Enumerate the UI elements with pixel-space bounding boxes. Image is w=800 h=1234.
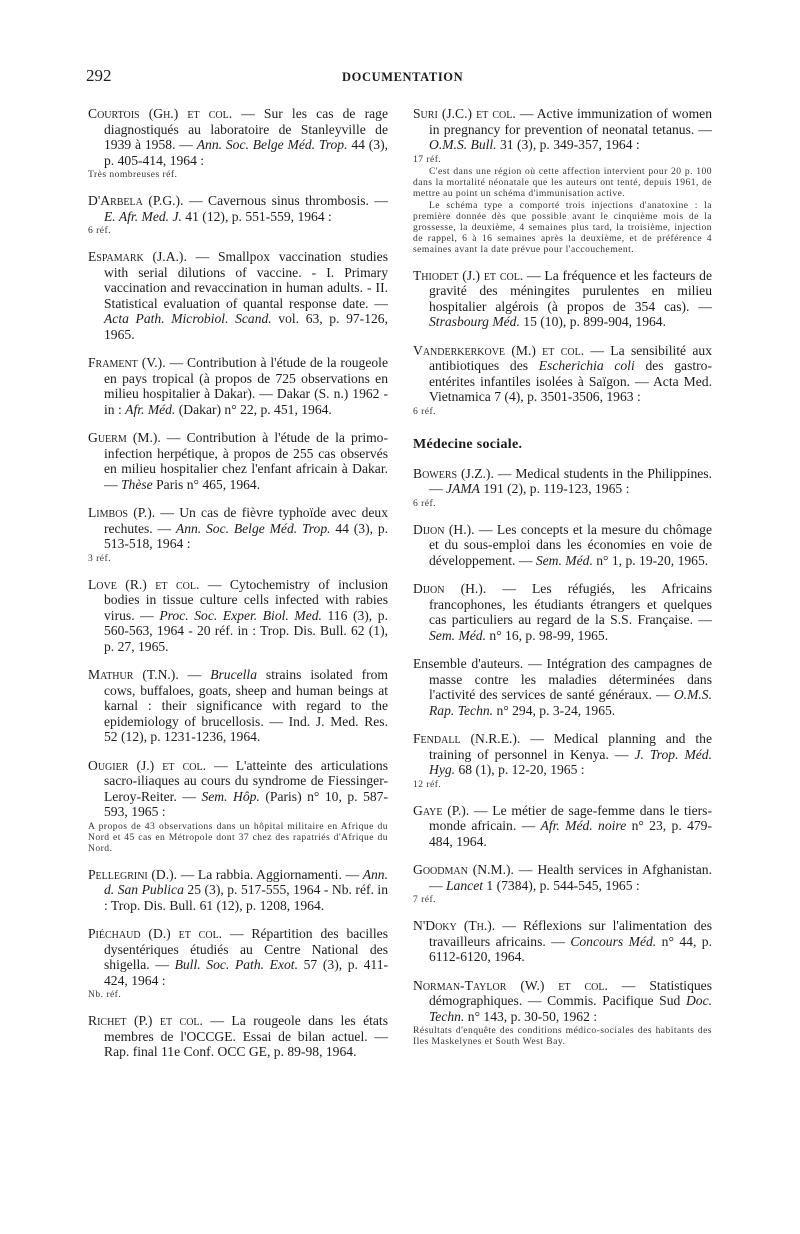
- entry-text: — Le métier de sage-femme dans le tiers-monde africain. —: [429, 802, 712, 833]
- entry-abstract: C'est dans une région où cette affection intervient pour 20 p. 100 dans la mortalité néonatale que les auteurs ont tenté, depuis 1961, de mettre au point un schéma d'immunisation active.: [413, 165, 712, 199]
- entry-text: — Les réfugiés, les Africains francophones, les étudiants étrangers et quelques cas particuliers au regard de la S.S. Française. —: [429, 581, 712, 627]
- bibliography-entry: [88, 1013, 388, 1060]
- entry-note: 3 réf.: [88, 552, 111, 564]
- entry-author: Ougier (J.) et col.: [88, 757, 206, 773]
- entry-text: 68 (1), p. 12-20, 1965 :: [455, 762, 585, 777]
- entry-note: 6 réf.: [413, 497, 436, 509]
- entry-text: — Active immunization of women in pregnancy for prevention of neonatal tetanus. —: [429, 106, 712, 137]
- entry-text: n° 16, p. 98-99, 1965.: [486, 627, 609, 643]
- entry-note: 7 réf.: [413, 894, 436, 905]
- entry-author: Suri (J.C.) et col.: [413, 106, 516, 121]
- bibliography-entry: [413, 268, 712, 330]
- entry-text: — Cytochemistry of inclusion bodies in tissue culture cells infected with rabies virus. —: [104, 576, 388, 623]
- entry-author: Espamark (J.A.).: [88, 249, 187, 264]
- entry-note: 17 réf.: [413, 153, 442, 165]
- entry-journal: E. Afr. Med. J.: [104, 208, 182, 224]
- entry-journal: Sem. Hôp.: [201, 788, 260, 804]
- entry-text: — Contribution à l'étude de la primo-infection herpétique, à propos de 255 cas observés en milieu hospitalier chez l'enfant africain à Dakar. —: [104, 430, 388, 492]
- bibliography-entry: [413, 343, 712, 417]
- section-title: Médecine sociale.: [413, 436, 523, 452]
- entry-note: 6 réf.: [413, 405, 436, 417]
- bibliography-entry: [88, 505, 388, 564]
- bibliography-entry: [413, 581, 712, 643]
- bibliography-entry: [88, 577, 388, 655]
- entry-text: 57 (3), p. 411-424, 1964 :: [104, 957, 389, 988]
- left-column: [88, 106, 388, 1073]
- bibliography-entry: [88, 355, 388, 417]
- entry-author: Bowers (J.Z.).: [413, 465, 494, 481]
- right-column: [413, 106, 712, 1060]
- entry-journal: Sem. Méd.: [429, 627, 486, 643]
- entry-journal: Strasbourg Méd.: [429, 314, 520, 329]
- entry-author: Richet (P.) et col.: [88, 1013, 203, 1028]
- entry-text: n° 294, p. 3-24, 1965.: [493, 702, 616, 718]
- entry-text: strains isolated from cows, buffaloes, goats, sheep and human beings at karnal : their significance with regard to the epidemiology of brucellosis. — Ind. J. Med. Res. 52 (12), p. 1231-1236, 1964.: [104, 667, 388, 744]
- entry-journal: Ann. Soc. Belge Méd. Trop.: [175, 520, 331, 536]
- bibliography-entry: [413, 731, 712, 790]
- entry-text: (Dakar) n° 22, p. 451, 1964.: [175, 401, 332, 417]
- entry-text: — Contribution à l'étude de la rougeole en pays tropical (à propos de 725 observations en milieu hospitalier à Dakar). — Dakar (S. n.) 1962 - in :: [104, 355, 388, 417]
- entry-text: — Statistiques démographiques. — Commis. Pacifique Sud: [429, 977, 713, 1008]
- entry-author: Guerm (M.).: [88, 430, 161, 445]
- bibliography-entry: [88, 193, 388, 236]
- entry-journal: Doc. Techn.: [429, 993, 712, 1024]
- entry-text: des gastro-entérites infantiles isolées à Saïgon. — Acta Med. Vietnamica 7 (4), p. 3501-3506, 1963 :: [429, 358, 712, 404]
- entry-text: — L'atteinte des articulations sacro-iliaques au cours du syndrome de Fiessinger-Leroy-Reiter. —: [104, 757, 388, 804]
- entry-text: —: [178, 667, 211, 682]
- entry-text: 25 (3), p. 517-555, 1964 - Nb. réf. in : Trop. Dis. Bull. 61 (12), p. 1208, 1964.: [104, 882, 388, 913]
- entry-author: Fendall (N.R.E.).: [413, 731, 521, 746]
- right-column-top: [413, 106, 712, 417]
- entry-text: n° 44, p. 6112-6120, 1964.: [429, 933, 712, 964]
- entry-text: — Les concepts et la mesure du chômage et du sous-emploi dans les économies en voie de développement. —: [429, 521, 712, 568]
- entry-journal: Concours Méd.: [570, 933, 657, 949]
- entry-author: Limbos (P.).: [88, 505, 156, 520]
- entry-journal: Sem. Méd.: [535, 552, 593, 568]
- entry-abstract: Le schéma type a comporté trois injections d'anatoxine : la première donnée dès que possible avant le cinquième mois de la grossesse, la deuxième, 4 semaines plus tard, la troisième, injection de rappel, 6 à 16 semaines après la deuxième, et de préférence 4 semaines avant la date prévue pour l'accouchement.: [413, 199, 712, 255]
- entry-journal: Lancet: [446, 877, 483, 893]
- entry-text: 44 (3), p. 513-518, 1964 :: [104, 520, 389, 551]
- entry-text: n° 23, p. 479-484, 1964.: [429, 818, 712, 849]
- entry-author: D'Arbela (P.G.).: [88, 193, 184, 208]
- entry-text: — La rabbia. Aggiornamenti. —: [177, 866, 363, 882]
- bibliography-entry: [88, 867, 388, 914]
- entry-text: — La sensibilité aux antibiotiques des: [429, 342, 713, 373]
- entry-author: Dijon (H.).: [413, 581, 487, 596]
- entry-journal: J. Trop. Méd. Hyg.: [429, 746, 713, 777]
- entry-author: Mathur (T.N.).: [88, 667, 179, 682]
- entry-journal: Ann. d. San Publica: [104, 866, 388, 897]
- bibliography-entry: [413, 656, 712, 718]
- entry-text: Paris n° 465, 1964.: [152, 476, 261, 492]
- bibliography-entry: [413, 862, 712, 905]
- entry-journal: Afr. Méd.: [125, 401, 176, 417]
- bibliography-entry: [413, 918, 712, 965]
- entry-author: Frament (V.).: [88, 355, 166, 370]
- entry-note: Résultats d'enquête des conditions médico-sociales des habitants des Iles Maskelynes et South West Bay.: [413, 1025, 712, 1047]
- entry-text: — Répartition des bacilles dysentériques étudiés au Centre National des shigella. —: [104, 926, 388, 972]
- entry-journal: O.M.S. Bull.: [429, 137, 497, 152]
- entry-journal: Acta Path. Microbiol. Scand.: [104, 311, 272, 326]
- entry-journal: Proc. Soc. Exper. Biol. Med.: [159, 607, 322, 623]
- entry-journal: O.M.S. Rap. Techn.: [429, 687, 712, 718]
- entry-note: A propos de 43 observations dans un hôpital militaire en Afrique du Nord et 45 cas en Métropole dont 37 chez des rapatriés d'Afrique du Nord.: [88, 820, 388, 854]
- entry-text: — Smallpox vaccination studies with serial dilutions of vaccine. - I. Primary vaccination and revaccination in human adults. - II. Statistical evaluation of quantal response date. —: [104, 249, 388, 311]
- entry-author: Goodman (N.M.).: [413, 862, 514, 877]
- entry-text: Ensemble d'auteurs. — Intégration des campagnes de masse contre les maladies déterminées dans l'activité des services de santé généraux. —: [413, 656, 712, 702]
- entry-text: 116 (3), p. 560-563, 1964 - 20 réf. in : Trop. Dis. Bull. 62 (1), p. 27, 1965.: [104, 607, 388, 654]
- right-column-bottom: [413, 466, 712, 1048]
- entry-text: (Paris) n° 10, p. 587-593, 1965 :: [104, 788, 388, 819]
- entry-author: Piéchaud (D.) et col.: [88, 926, 223, 941]
- entry-note: Nb. réf.: [88, 989, 122, 1000]
- bibliography-entry: [88, 106, 388, 180]
- entry-journal: Bull. Soc. Path. Exot.: [174, 957, 298, 972]
- entry-journal: Afr. Méd. noire: [540, 818, 627, 833]
- bibliography-entry: [88, 667, 388, 745]
- entry-text: vol. 63, p. 97-126, 1965.: [104, 311, 389, 342]
- entry-text: — Medical planning and the training of personnel in Kenya. —: [429, 731, 712, 762]
- entry-journal: Escherichia coli: [538, 358, 635, 373]
- entry-text: 31 (3), p. 349-357, 1964 :: [496, 137, 640, 152]
- running-head: DOCUMENTATION: [342, 70, 464, 84]
- entry-journal: Ann. Soc. Belge Méd. Trop.: [196, 137, 348, 152]
- entry-note: 12 réf.: [413, 778, 442, 790]
- entry-author: Dijon (H.).: [413, 521, 475, 537]
- entry-author: Courtois (Gh.) et col.: [88, 106, 233, 121]
- entry-text: 44 (3), p. 405-414, 1964 :: [104, 137, 389, 168]
- bibliography-entry: [413, 466, 712, 509]
- entry-author: Love (R.) et col.: [88, 576, 200, 592]
- entry-text: — Réflexions sur l'alimentation des travailleurs africains. —: [429, 918, 712, 949]
- bibliography-entry: [413, 522, 712, 569]
- entry-note: 6 réf.: [88, 225, 111, 236]
- entry-text: — Health services in Afghanistan. —: [429, 862, 712, 893]
- bibliography-entry: [413, 803, 712, 850]
- entry-journal: JAMA: [446, 481, 480, 496]
- entry-author: Vanderkerkove (M.) et col.: [413, 342, 585, 358]
- bibliography-entry: [413, 978, 712, 1048]
- entry-author: Thiodet (J.) et col.: [413, 267, 524, 283]
- entry-author: Norman-Taylor (W.) et col.: [413, 977, 608, 993]
- entry-text: 1 (7384), p. 544-545, 1965 :: [483, 877, 640, 893]
- bibliography-entry: [88, 758, 388, 854]
- entry-journal: Thèse: [121, 476, 153, 492]
- entry-text: 41 (12), p. 551-559, 1964 :: [181, 208, 332, 224]
- entry-text: 191 (2), p. 119-123, 1965 :: [479, 481, 630, 496]
- entry-text: — Medical students in the Philippines. —: [429, 465, 712, 496]
- entry-note: Très nombreuses réf.: [88, 169, 178, 180]
- bibliography-entry: [88, 249, 388, 342]
- entry-author: N'Doky (Th.).: [413, 918, 496, 933]
- entry-text: n° 1, p. 19-20, 1965.: [592, 552, 709, 568]
- entry-author: Gaye (P.).: [413, 802, 470, 818]
- page-number: 292: [86, 66, 112, 85]
- bibliography-entry: [88, 430, 388, 492]
- entry-text: — Cavernous sinus thrombosis. —: [183, 193, 388, 208]
- bibliography-entry: [88, 926, 388, 1000]
- entry-text: 15 (10), p. 899-904, 1964.: [519, 314, 666, 329]
- bibliography-entry: [413, 106, 712, 255]
- entry-text: n° 143, p. 30-50, 1962 :: [464, 1008, 598, 1024]
- entry-text: — La fréquence et les facteurs de gravité des méningites purulentes en milieu hospitalier algérois (à propos de 354 cas). —: [429, 267, 712, 314]
- entry-text: — Sur les cas de rage diagnostiqués au laboratoire de Stanleyville de 1939 à 1958. —: [104, 106, 388, 152]
- entry-text: — Un cas de fièvre typhoïde avec deux rechutes. —: [104, 505, 389, 536]
- entry-text: — La rougeole dans les états membres de l'OCCGE. Essai de bilan actuel. — Rap. final 11e Conf. OCC GE, p. 89-98, 1964.: [104, 1013, 389, 1059]
- entry-author: Pellegrini (D.).: [88, 866, 178, 882]
- entry-journal: Brucella: [210, 667, 257, 682]
